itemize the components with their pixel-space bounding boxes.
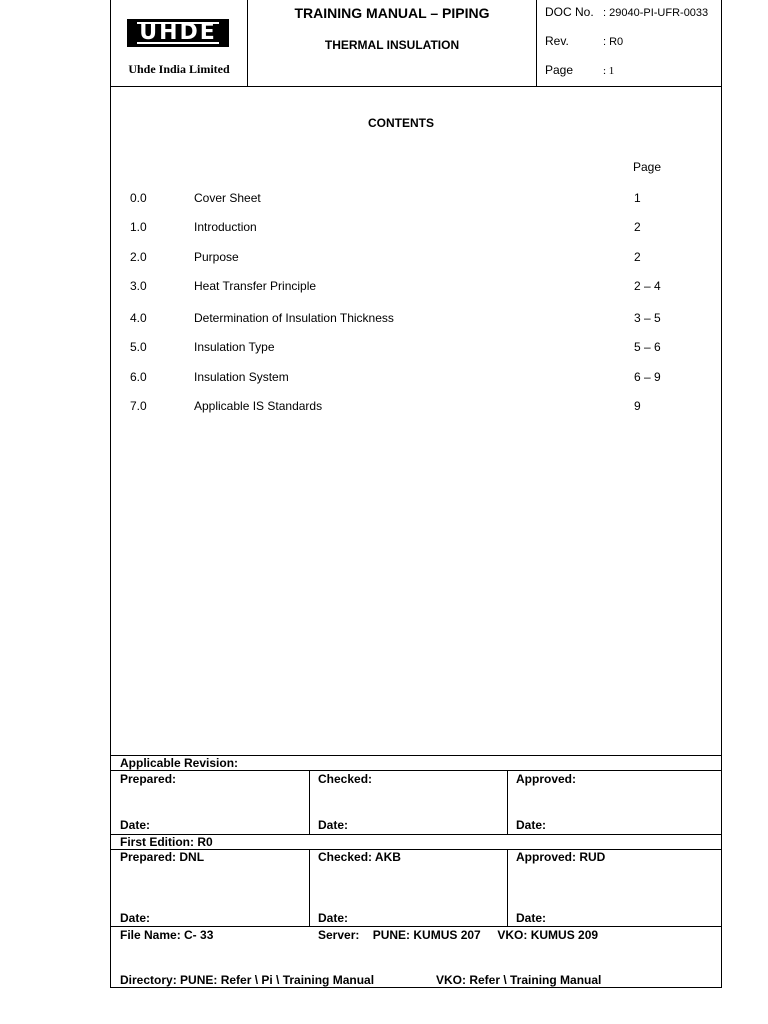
toc-page: 6 – 9 <box>634 370 661 384</box>
meta-cell <box>537 0 721 86</box>
toc-item <box>111 340 721 356</box>
document-subtitle: THERMAL INSULATION <box>324 38 460 52</box>
title-cell <box>248 0 537 86</box>
toc-title: Cover Sheet <box>194 191 261 205</box>
toc-item <box>111 220 721 236</box>
revision-row <box>545 34 623 48</box>
doc-label: DOC No. <box>545 5 594 19</box>
toc-number: 0.0 <box>130 191 147 205</box>
toc-title: Applicable IS Standards <box>194 399 323 413</box>
date-label: Date: <box>318 818 349 832</box>
toc-number: 6.0 <box>130 370 147 384</box>
divider <box>507 770 508 834</box>
divider <box>507 849 508 926</box>
logo-text: UHDE <box>139 20 217 45</box>
directory-vko: VKO: Refer \ Training Manual <box>436 973 602 987</box>
divider <box>111 770 721 771</box>
document-page <box>110 0 722 988</box>
toc-page: 2 – 4 <box>634 279 661 293</box>
doc-number-row <box>545 5 708 19</box>
page-label: Page <box>545 63 574 77</box>
page-value: : 1 <box>603 65 615 77</box>
divider <box>309 849 310 926</box>
date-label: Date: <box>120 911 151 925</box>
toc-item <box>111 191 721 207</box>
toc-title: Determination of Insulation Thickness <box>194 311 394 325</box>
rev-label: Rev. <box>545 34 569 48</box>
page-column-header: Page <box>633 160 662 174</box>
toc-title: Insulation System <box>194 370 289 384</box>
prepared-label: Prepared: <box>120 772 177 786</box>
toc-item <box>111 311 721 327</box>
divider <box>309 770 310 834</box>
logo-cell <box>111 0 248 86</box>
toc-number: 5.0 <box>130 340 147 354</box>
date-label: Date: <box>120 818 151 832</box>
toc-number: 1.0 <box>130 220 147 234</box>
header-block <box>111 0 721 87</box>
toc-page: 5 – 6 <box>634 340 661 354</box>
file-name: File Name: C- 33 <box>120 928 214 942</box>
date-label: Date: <box>318 911 349 925</box>
date-label: Date: <box>516 911 547 925</box>
date-label: Date: <box>516 818 547 832</box>
toc-number: 3.0 <box>130 279 147 293</box>
toc-title: Heat Transfer Principle <box>194 279 317 293</box>
rev-value: : R0 <box>603 36 624 48</box>
toc-number: 7.0 <box>130 399 147 413</box>
first-edition-label: First Edition: R0 <box>120 835 213 849</box>
document-title: TRAINING MANUAL – PIPING <box>294 5 490 21</box>
uhde-logo <box>127 19 229 47</box>
toc-title: Purpose <box>194 250 239 264</box>
toc-item <box>111 370 721 386</box>
server-info: Server: PUNE: KUMUS 207 VKO: KUMUS 209 <box>318 928 599 942</box>
toc-page: 2 <box>634 250 641 264</box>
checked-by: Checked: AKB <box>318 850 401 864</box>
toc-item <box>111 279 721 295</box>
toc-page: 2 <box>634 220 641 234</box>
approved-label: Approved: <box>516 772 576 786</box>
prepared-by: Prepared: DNL <box>120 850 205 864</box>
contents-heading: CONTENTS <box>368 116 434 130</box>
toc-title: Introduction <box>194 220 257 234</box>
doc-value: : 29040-PI-UFR-0033 <box>603 7 709 19</box>
divider <box>111 926 721 927</box>
toc-number: 2.0 <box>130 250 147 264</box>
toc-title: Insulation Type <box>194 340 275 354</box>
company-name: Uhde India Limited <box>128 62 230 76</box>
toc-page: 3 – 5 <box>634 311 661 325</box>
toc-page: 1 <box>634 191 641 205</box>
toc-number: 4.0 <box>130 311 147 325</box>
revision-footer <box>111 755 721 988</box>
approved-by: Approved: RUD <box>516 850 606 864</box>
toc-item <box>111 399 721 415</box>
checked-label: Checked: <box>318 772 373 786</box>
directory-pune: Directory: PUNE: Refer \ Pi \ Training Manual <box>120 973 375 987</box>
applicable-revision-label: Applicable Revision: <box>120 756 239 770</box>
page-row <box>545 63 614 77</box>
toc-item <box>111 250 721 266</box>
toc-page: 9 <box>634 399 641 413</box>
